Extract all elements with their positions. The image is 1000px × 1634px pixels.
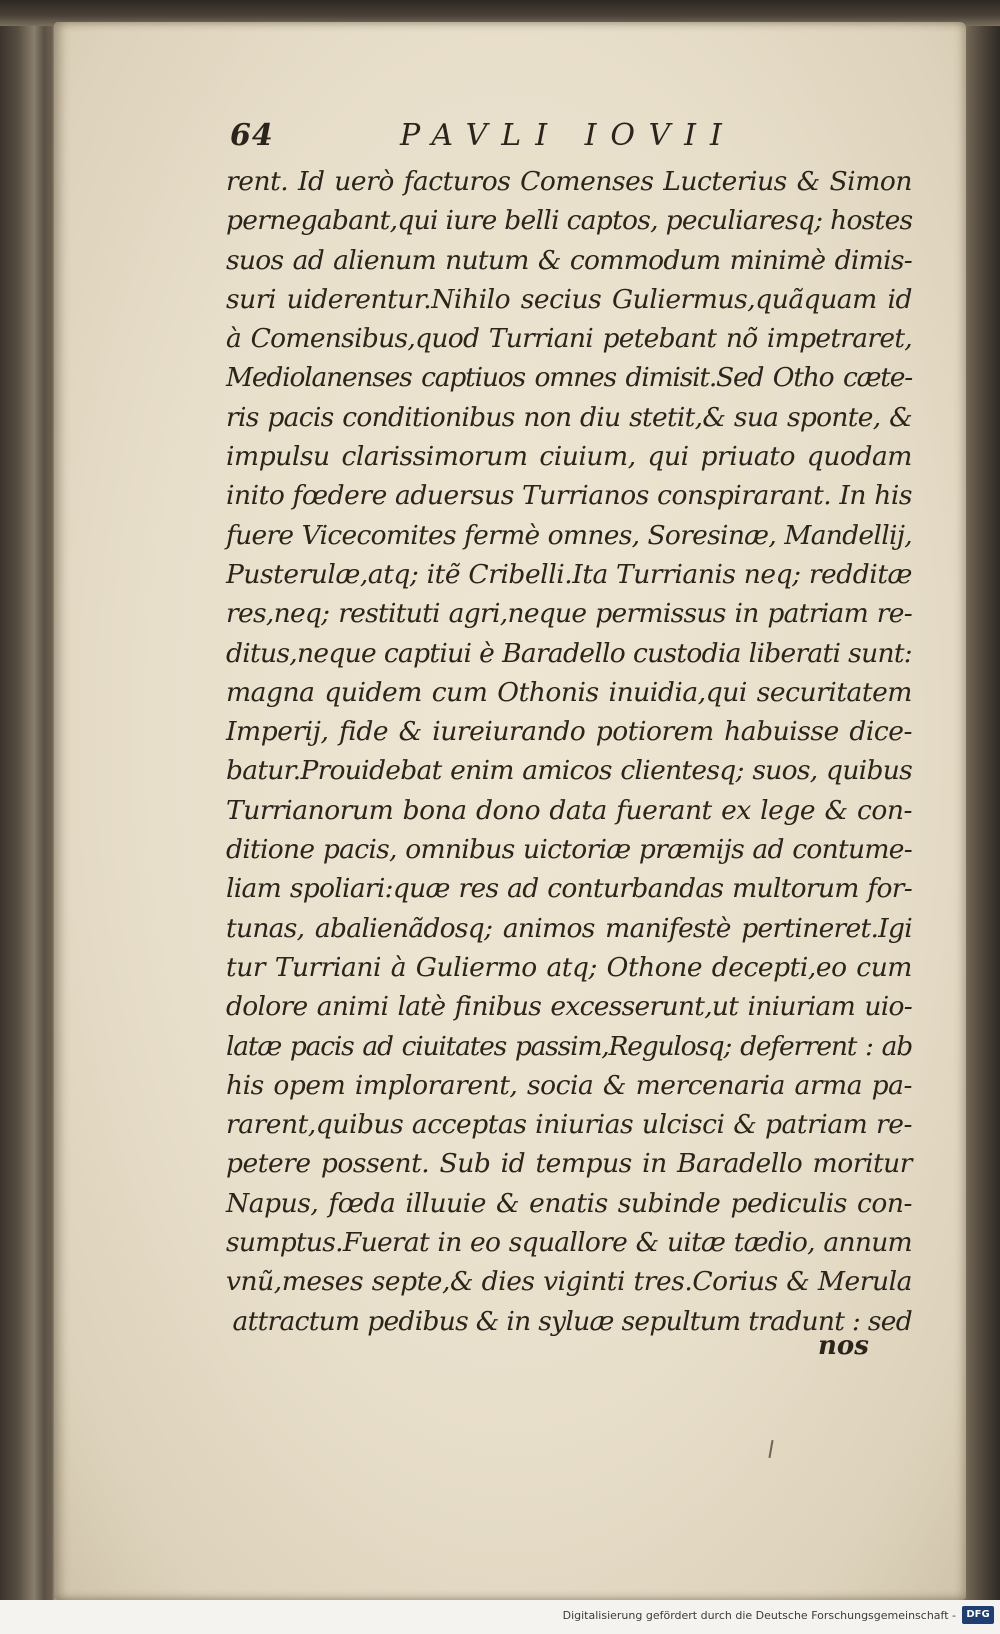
text-line: attractum pedibus & in syluæ sepultum tradunt : sed xyxy=(232,1305,912,1337)
catchword: nos xyxy=(818,1331,869,1361)
running-head: PAVLI IOVII xyxy=(400,118,736,153)
text-line: rent. Id uerò facturos Comenses Lucterius & Simon xyxy=(226,166,912,197)
text-line: petere possent. Sub id tempus in Baradello moritur xyxy=(226,1148,912,1180)
text-line: ditione pacis, omnibus uictoriæ præmijs ad contume- xyxy=(226,834,912,866)
text-line: suos ad alienum nutum & commodum minimè dimis- xyxy=(226,244,912,276)
text-line: suri uiderentur.Nihilo secius Guliermus,quãquam id xyxy=(226,283,912,315)
text-line: res,neq; restituti agri,neque permissus in patriam re- xyxy=(226,598,912,630)
text-line: tunas, abalienãdosq; animos manifestè pertineret.Igi xyxy=(226,912,912,944)
text-line: liam spoliari:quæ res ad conturbandas multorum for- xyxy=(226,873,912,905)
text-line: batur.Prouidebat enim amicos clientesq; suos, quibus xyxy=(226,755,912,787)
dfg-logo: DFG xyxy=(962,1606,994,1624)
page-number: 64 xyxy=(230,118,274,153)
text-line: Pusterulæ,atq; itẽ Cribelli.Ita Turrianis neq; redditæ xyxy=(226,558,912,590)
text-line: à Comensibus,quod Turriani petebant nõ impetraret, xyxy=(226,323,912,355)
text-line: impulsu clarissimorum ciuium, qui priuato quodam xyxy=(226,441,912,473)
digitization-note: Digitalisierung gefördert durch die Deutsche Forschungsgemeinschaft - xyxy=(562,1609,956,1622)
text-line: ditus,neque captiui è Baradello custodia liberati sunt: xyxy=(226,637,912,669)
text-line: pernegabant,qui iure belli captos, peculiaresq; hostes xyxy=(226,205,913,237)
text-line: rarent,quibus acceptas iniurias ulcisci & patriam re- xyxy=(226,1109,912,1141)
text-line: magna quidem cum Othonis inuidia,qui securitatem xyxy=(226,676,912,708)
page-header xyxy=(230,112,790,156)
text-line: Mediolanenses captiuos omnes dimisit.Sed Otho cæte- xyxy=(226,362,912,394)
text-line: Napus, fœda illuuie & enatis subinde pediculis con- xyxy=(226,1187,912,1219)
text-line: Imperij, fide & iureiurando potiorem habuisse dice- xyxy=(226,716,912,748)
text-line: his opem implorarent, socia & mercenaria arma pa- xyxy=(226,1069,912,1101)
text-line: ris pacis conditionibus non diu stetit,& sua sponte, & xyxy=(226,401,912,433)
text-line: tur Turriani à Guliermo atq; Othone decepti,eo cum xyxy=(226,951,912,983)
text-line: fuere Vicecomites fermè omnes, Soresinæ, Mandellij, xyxy=(226,519,912,551)
text-line: latæ pacis ad ciuitates passim,Regulosq; deferrent : ab xyxy=(226,1030,912,1062)
text-line: dolore animi latè finibus excesserunt,ut iniuriam uio- xyxy=(226,991,912,1023)
text-line: Turrianorum bona dono data fuerant ex lege & con- xyxy=(226,794,912,826)
body-text xyxy=(226,162,912,1341)
text-line: inito fœdere aduersus Turrianos conspirarant. In his xyxy=(226,480,912,512)
text-line: vnũ,meses septe,& dies viginti tres.Corius & Merula xyxy=(226,1266,912,1298)
text-line: sumptus.Fuerat in eo squallore & uitæ tædio, annum xyxy=(226,1227,912,1259)
